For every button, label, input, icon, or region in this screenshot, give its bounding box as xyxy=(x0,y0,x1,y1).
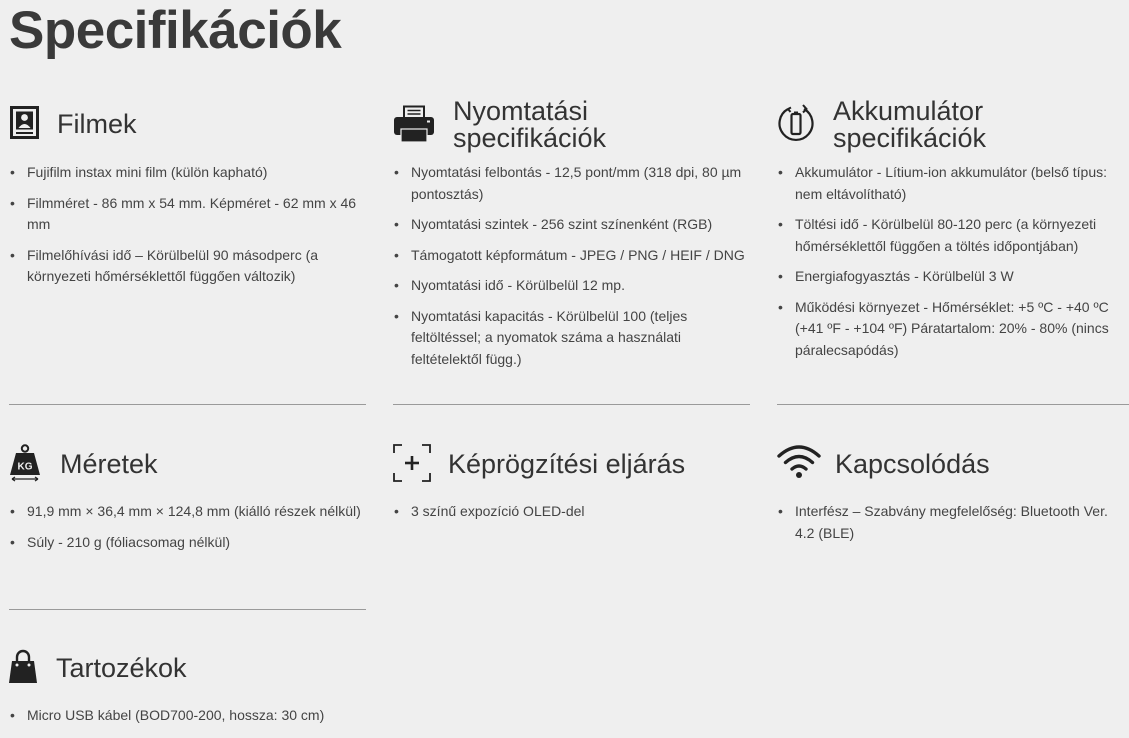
list-item: • 3 színű expozíció OLED-del xyxy=(393,501,750,523)
focus-plus-icon xyxy=(393,444,433,484)
section-accessories xyxy=(9,644,366,736)
list-item: • Nyomtatási felbontás - 12,5 pont/mm (318 dpi, 80 µm pontosztás) xyxy=(393,162,750,205)
section-battery xyxy=(777,96,1122,370)
battery-icon xyxy=(777,103,817,143)
weight-icon xyxy=(9,444,49,484)
section-divider xyxy=(9,609,366,610)
list-item: • Akkumulátor - Lítium-ion akkumulátor (belső típus: nem eltávolítható) xyxy=(777,162,1122,205)
list-item: • Micro USB kábel (BOD700-200, hossza: 30 cm) xyxy=(9,705,366,727)
section-printing-header xyxy=(393,96,750,160)
section-exposure-title: Képrögzítési eljárás xyxy=(448,449,686,479)
section-films xyxy=(9,100,366,297)
section-divider xyxy=(9,404,366,405)
printer-icon xyxy=(393,105,433,145)
section-connectivity-header xyxy=(777,440,1122,500)
section-accessories-title: Tartozékok xyxy=(56,653,187,683)
list-item: • Nyomtatási szintek - 256 szint színenként (RGB) xyxy=(393,214,750,236)
section-exposure-header xyxy=(393,440,750,500)
section-connectivity-title: Kapcsolódás xyxy=(835,449,990,479)
section-battery-title-line2: specifikációk xyxy=(833,123,987,153)
section-divider xyxy=(777,404,1129,405)
bag-icon xyxy=(9,649,49,689)
section-battery-header xyxy=(777,96,1122,160)
section-dimensions xyxy=(9,440,366,562)
wifi-icon xyxy=(777,444,817,484)
list-item: • Súly - 210 g (fóliacsomag nélkül) xyxy=(9,532,366,554)
list-item: • Energiafogyasztás - Körülbelül 3 W xyxy=(777,266,1122,288)
list-item: • Nyomtatási kapacitás - Körülbelül 100 (teljes feltöltéssel; a nyomatok száma a használati feltételektől függ.) xyxy=(393,306,750,371)
list-item: • 91,9 mm × 36,4 mm × 124,8 mm (kiálló részek nélkül) xyxy=(9,501,366,523)
section-battery-title xyxy=(833,98,986,152)
section-dimensions-title: Méretek xyxy=(60,449,158,479)
section-exposure xyxy=(393,440,750,532)
list-item: • Nyomtatási idő - Körülbelül 12 mp. xyxy=(393,275,750,297)
list-item: • Filmméret - 86 mm x 54 mm. Képméret - 62 mm x 46 mm xyxy=(9,193,366,236)
section-printing-title-line2: specifikációk xyxy=(453,123,607,153)
list-item: • Interfész – Szabvány megfelelőség: Bluetooth Ver. 4.2 (BLE) xyxy=(777,501,1122,544)
section-printing-title-line1: Nyomtatási xyxy=(453,96,589,126)
section-battery-title-line1: Akkumulátor xyxy=(833,96,984,126)
accessories-list xyxy=(9,705,366,727)
film-icon xyxy=(9,105,49,145)
battery-list xyxy=(777,162,1122,361)
list-item: • Filmelőhívási idő – Körülbelül 90 másodperc (a környezeti hőmérséklettől függően változik) xyxy=(9,245,366,288)
page-title: Specifikációk xyxy=(9,1,342,60)
weight-icon-badge: KG xyxy=(17,461,33,473)
section-printing-title xyxy=(453,98,606,152)
list-item: • Támogatott képformátum - JPEG / PNG / HEIF / DNG xyxy=(393,245,750,267)
exposure-list xyxy=(393,501,750,523)
section-films-title: Filmek xyxy=(57,109,137,139)
films-list xyxy=(9,162,366,288)
printing-list xyxy=(393,162,750,370)
section-connectivity xyxy=(777,440,1122,553)
section-printing xyxy=(393,96,750,379)
list-item: • Fujifilm instax mini film (külön kapható) xyxy=(9,162,366,184)
section-accessories-header xyxy=(9,644,366,704)
section-dimensions-header xyxy=(9,440,366,500)
section-films-header xyxy=(9,100,366,160)
list-item: • Működési környezet - Hőmérséklet: +5 ºC - +40 ºC (+41 ºF - +104 ºF) Páratartalom: 20% - 80% (nincs páralecsapódás) xyxy=(777,297,1122,362)
section-divider xyxy=(393,404,750,405)
connectivity-list xyxy=(777,501,1122,544)
dimensions-list xyxy=(9,501,366,553)
list-item: • Töltési idő - Körülbelül 80-120 perc (a környezeti hőmérséklettől függően a töltés időpontjában) xyxy=(777,214,1122,257)
